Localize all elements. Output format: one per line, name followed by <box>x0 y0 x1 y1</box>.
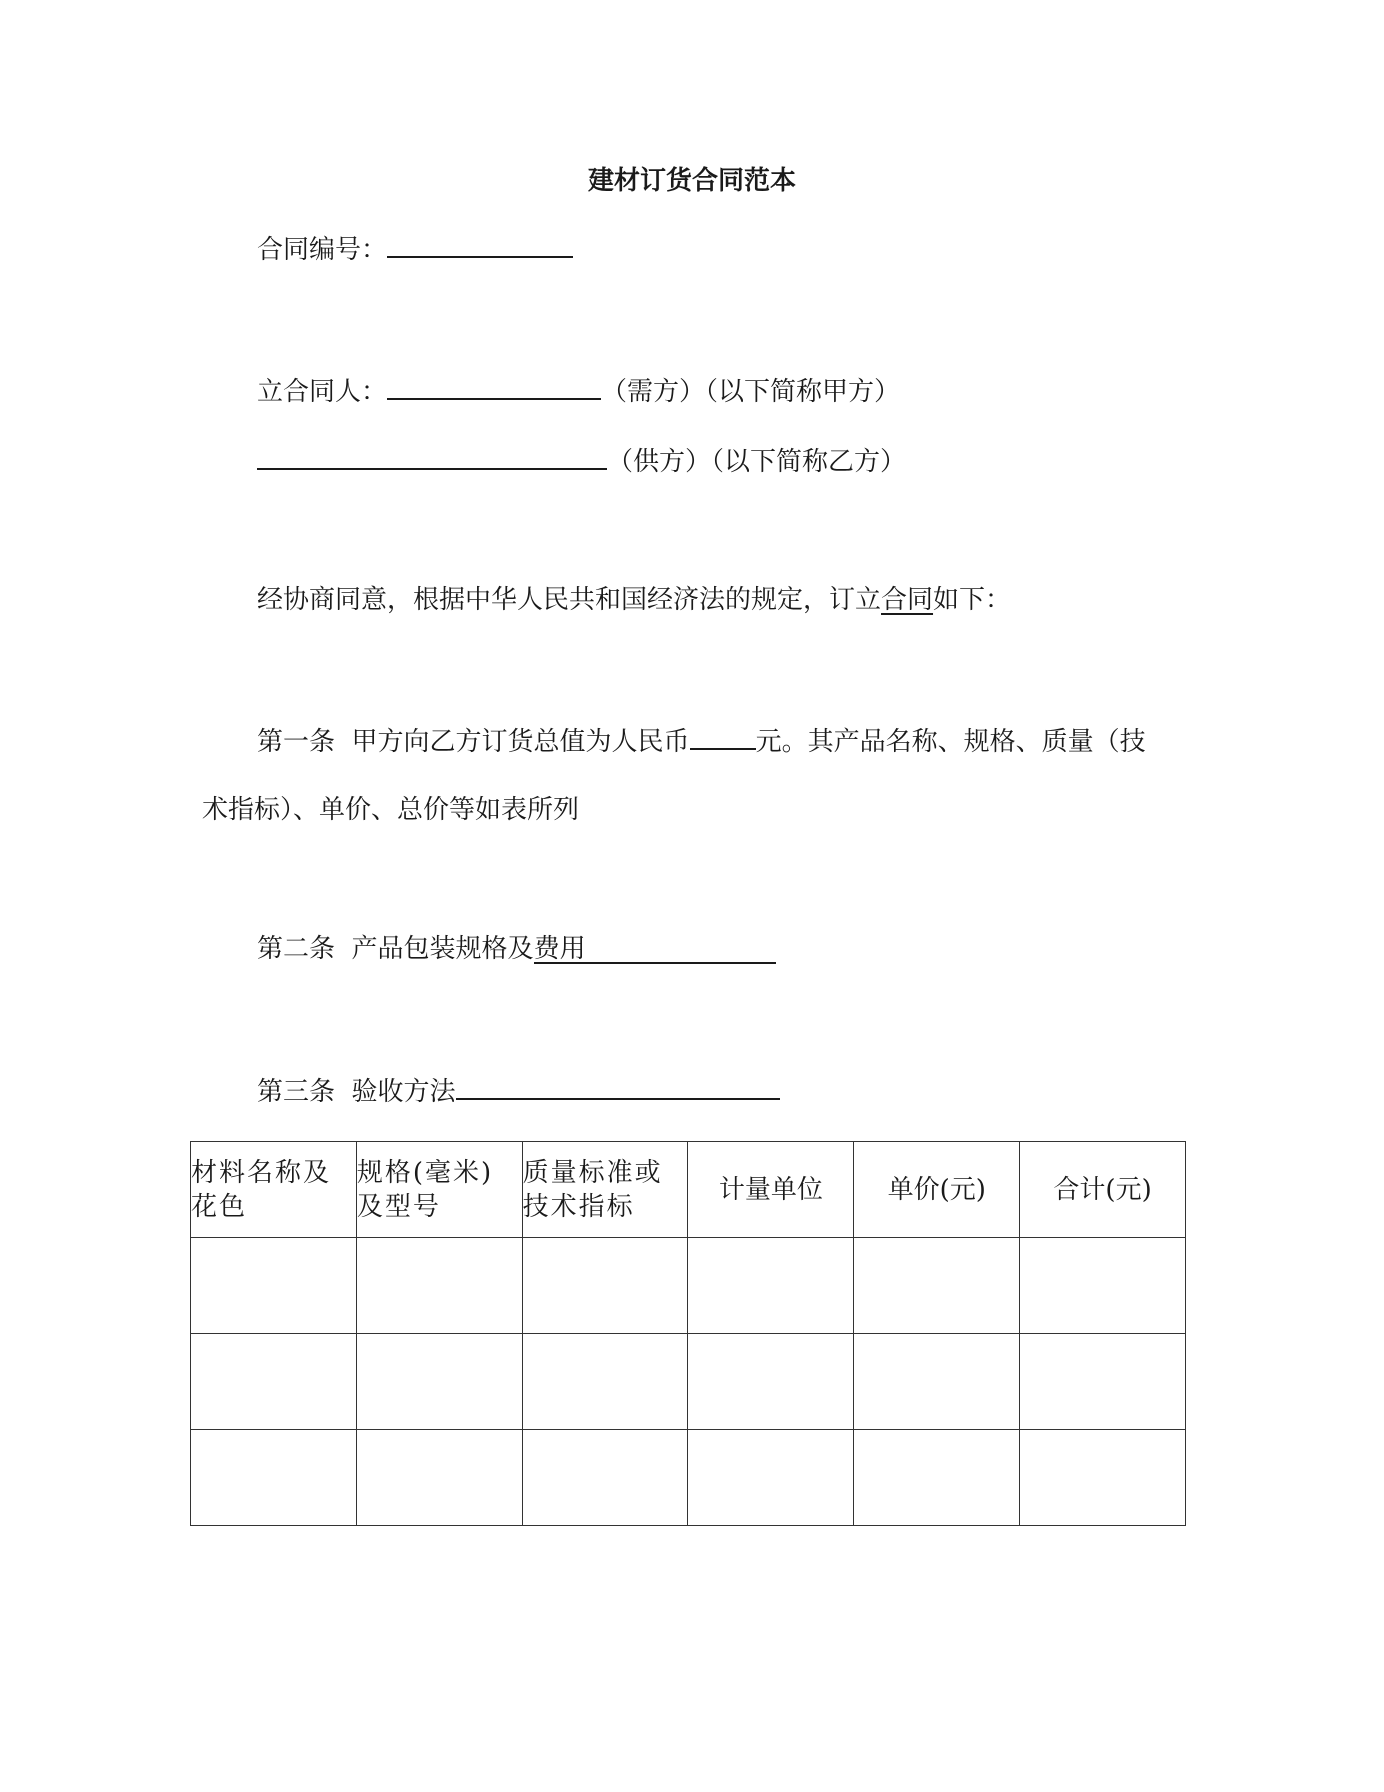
table-cell[interactable] <box>1020 1334 1186 1430</box>
table-cell[interactable] <box>191 1334 357 1430</box>
preamble-tail: 如下： <box>933 585 1012 615</box>
table-cell[interactable] <box>522 1334 688 1430</box>
table-cell[interactable] <box>854 1334 1020 1430</box>
seller-suffix: （供方）（以下简称乙方） <box>607 447 907 477</box>
preamble <box>257 583 1011 617</box>
article-3-text: 验收方法 <box>351 1077 456 1107</box>
header-unit: 计量单位 <box>688 1142 854 1238</box>
article-1-text: 甲方向乙方订货总值为人民币 <box>351 727 690 757</box>
article-2 <box>257 932 776 966</box>
table-cell[interactable] <box>688 1334 854 1430</box>
buyer-suffix: （需方）（以下简称甲方） <box>601 377 901 407</box>
buyer-line <box>257 372 900 409</box>
seller-name-blank[interactable] <box>257 442 607 470</box>
document-title: 建材订货合同范本 <box>587 166 796 196</box>
buyer-name-blank[interactable] <box>387 372 601 400</box>
table-cell[interactable] <box>854 1238 1020 1334</box>
contract-number-label: 合同编号： <box>257 235 388 265</box>
table-cell[interactable] <box>522 1430 688 1526</box>
table-cell[interactable] <box>854 1430 1020 1526</box>
seller-line <box>257 442 906 479</box>
contract-number-line <box>257 230 573 267</box>
total-amount-blank[interactable] <box>690 722 756 750</box>
table-cell[interactable] <box>191 1430 357 1526</box>
header-quality-standard: 质量标准或 技术指标 <box>522 1142 688 1238</box>
article-2-underlined: 费用 <box>533 934 586 964</box>
article-2-text: 产品包装规格及 <box>351 934 534 964</box>
table-row <box>191 1430 1186 1526</box>
article-1 <box>257 722 1146 759</box>
header-total: 合计(元) <box>1020 1142 1186 1238</box>
table-cell[interactable] <box>688 1238 854 1334</box>
article-1-text-after: 元。其产品名称、规格、质量（技 <box>755 727 1146 757</box>
article-3 <box>257 1072 780 1109</box>
article-2-label: 第二条 <box>257 934 336 964</box>
table-cell[interactable] <box>356 1238 522 1334</box>
table-cell[interactable] <box>522 1238 688 1334</box>
table-cell[interactable] <box>1020 1238 1186 1334</box>
preamble-text: 经协商同意，根据中华人民共和国经济法的规定，订立 <box>257 585 882 615</box>
goods-table <box>190 1141 1186 1526</box>
header-spec-model: 规格(毫米) 及型号 <box>356 1142 522 1238</box>
article-1-label: 第一条 <box>257 727 336 757</box>
article-1-continuation: 术指标）、单价、总价等如表所列 <box>202 795 580 825</box>
article-3-label: 第三条 <box>257 1077 336 1107</box>
parties-label: 立合同人： <box>257 377 388 407</box>
header-unit-price: 单价(元) <box>854 1142 1020 1238</box>
table-cell[interactable] <box>356 1430 522 1526</box>
contract-number-blank[interactable] <box>387 230 573 258</box>
table-cell[interactable] <box>1020 1430 1186 1526</box>
table-row <box>191 1334 1186 1430</box>
article-2-underlined-blank[interactable] <box>534 936 776 964</box>
table-cell[interactable] <box>191 1238 357 1334</box>
header-material-name: 材料名称及 花色 <box>191 1142 357 1238</box>
table-header-row <box>191 1142 1186 1238</box>
acceptance-method-blank[interactable] <box>456 1072 780 1100</box>
table-row <box>191 1238 1186 1334</box>
table-cell[interactable] <box>356 1334 522 1430</box>
preamble-underlined: 合同 <box>881 585 934 615</box>
table-cell[interactable] <box>688 1430 854 1526</box>
